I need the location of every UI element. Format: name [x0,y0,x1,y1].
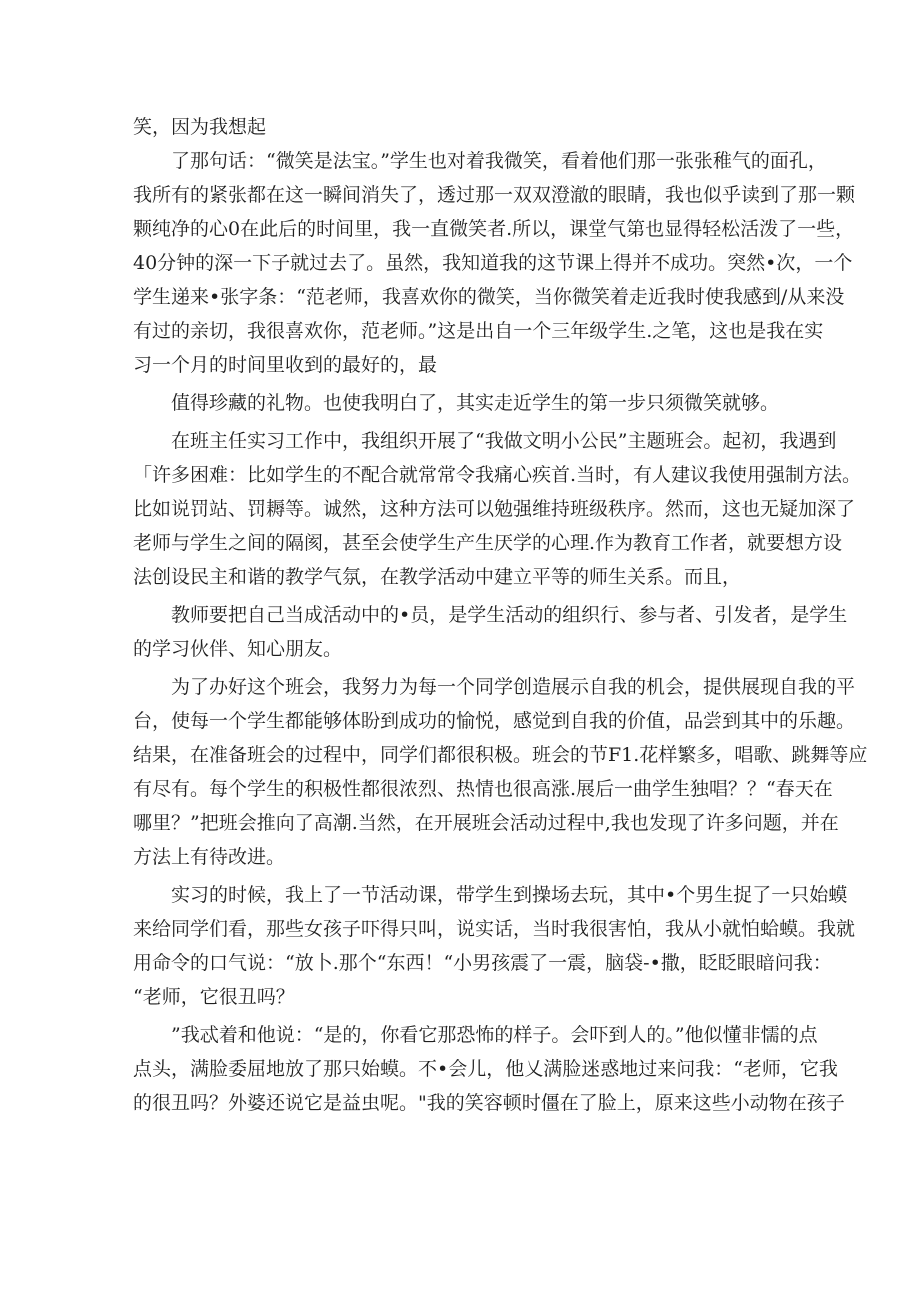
text-line: 学生递来•张字条：“范老师，我喜欢你的微笑，当你微笑着走近我时使我感到/从来没 [133,286,845,308]
text-line: 笑，因为我想起 [133,116,267,138]
text-line: 为了办好这个班会，我努力为每一个同学创造展示自我的机会，提供展现自我的平 [171,676,856,698]
text-line: 实习的时候，我上了一节活动课，带学生到操场去玩，其中•个男生捉了一只始蟆 [171,884,848,906]
text-line: 有过的亲切，我很喜欢你，范老师。”这是出自一个三年级学生.之笔，这也是我在实 [133,320,824,342]
text-line: 比如说罚站、罚耨等。诚然，这种方法可以勉强维持班级秩序。然而，这也无疑加深了 [133,498,856,520]
text-line: 教师要把自己当成活动中的•员，是学生活动的组织行、参与者、引发者，是学生 [171,604,848,626]
text-line: 我所有的紧张都在这一瞬间消失了，透过那一双双澄澈的眼睛，我也似乎读到了那一颗 [133,184,856,206]
text-line: 台，使每一个学生都能够体盼到成功的愉悦，感觉到自我的价值，品尝到其中的乐趣。 [133,710,856,732]
text-line: 来给同学们看，那些女孩子吓得只叫，说实话，当时我很害怕，我从小就怕蛤蟆。我就 [133,918,856,940]
text-line: ”我忒着和他说：“是的，你看它那恐怖的样子。会吓到人的。”他似懂非懦的点 [171,1024,818,1046]
text-line: 老师与学生之间的隔阂，甚至会使学生产生厌学的心理.作为教育工作者，就要想方设 [133,532,843,554]
text-line: 颗纯净的心0在此后的时间里，我一直微笑者.所以，课堂气第也显得轻松活泼了一些， [133,218,855,240]
text-line: 的很丑吗？外婆还说它是益虫呢。"我的笑容顿时僵在了脸上，原来这些小动物在孩子 [133,1092,845,1114]
text-line: 了那句话：“微笑是法宝。”学生也对着我微笑，看着他们那一张张稚气的面孔， [171,150,827,172]
text-line: 哪里？”把班会推向了高潮.当然，在开展班会活动过程中,我也发现了许多问题，并在 [133,812,839,834]
text-line: 40分钟的深一下子就过去了。虽然，我知道我的这节课上得并不成功。突然•次，一个 [133,252,853,274]
text-line: 点头，满脸委屈地放了那只始蟆。不•会儿，他乂满脸迷惑地过来问我：“老师，它我 [133,1058,838,1080]
text-line: 方法上有待改进。 [133,846,286,868]
text-line: 习一个月的时间里收到的最好的，最 [133,354,438,376]
text-line: 用命令的口气说：“放卜.那个“东西！“小男孩震了一震，脑袋-•撒，眨眨眼暗问我： [133,952,832,974]
text-line: 的学习伙伴、知心朋友。 [133,638,343,660]
text-line: 有尽有。每个学生的积极性都很浓烈、热情也很高涨.展后一曲学生独唱？？“春天在 [133,778,833,800]
text-line: 值得珍藏的礼物。也使我明白了，其实走近学生的第一步只须微笑就够。 [171,392,780,414]
text-line: 在班主任实习工作中，我组织开展了“我做文明小公民”主题班会。起初，我遇到 [171,430,837,452]
text-line: 法创设民主和谐的教学气氛，在教学活动中建立平等的师生关系。而且， [133,566,742,588]
text-line: 「许多困难：比如学生的不配合就常常令我痛心疾首.当时，有人建议我使用强制方法。 [133,464,862,486]
text-line: 结果，在准备班会的过程中，同学们都很积极。班会的节F1.花样繁多，唱歌、跳舞等应 [133,744,868,766]
text-line: “老师，它很丑吗？ [133,986,295,1008]
